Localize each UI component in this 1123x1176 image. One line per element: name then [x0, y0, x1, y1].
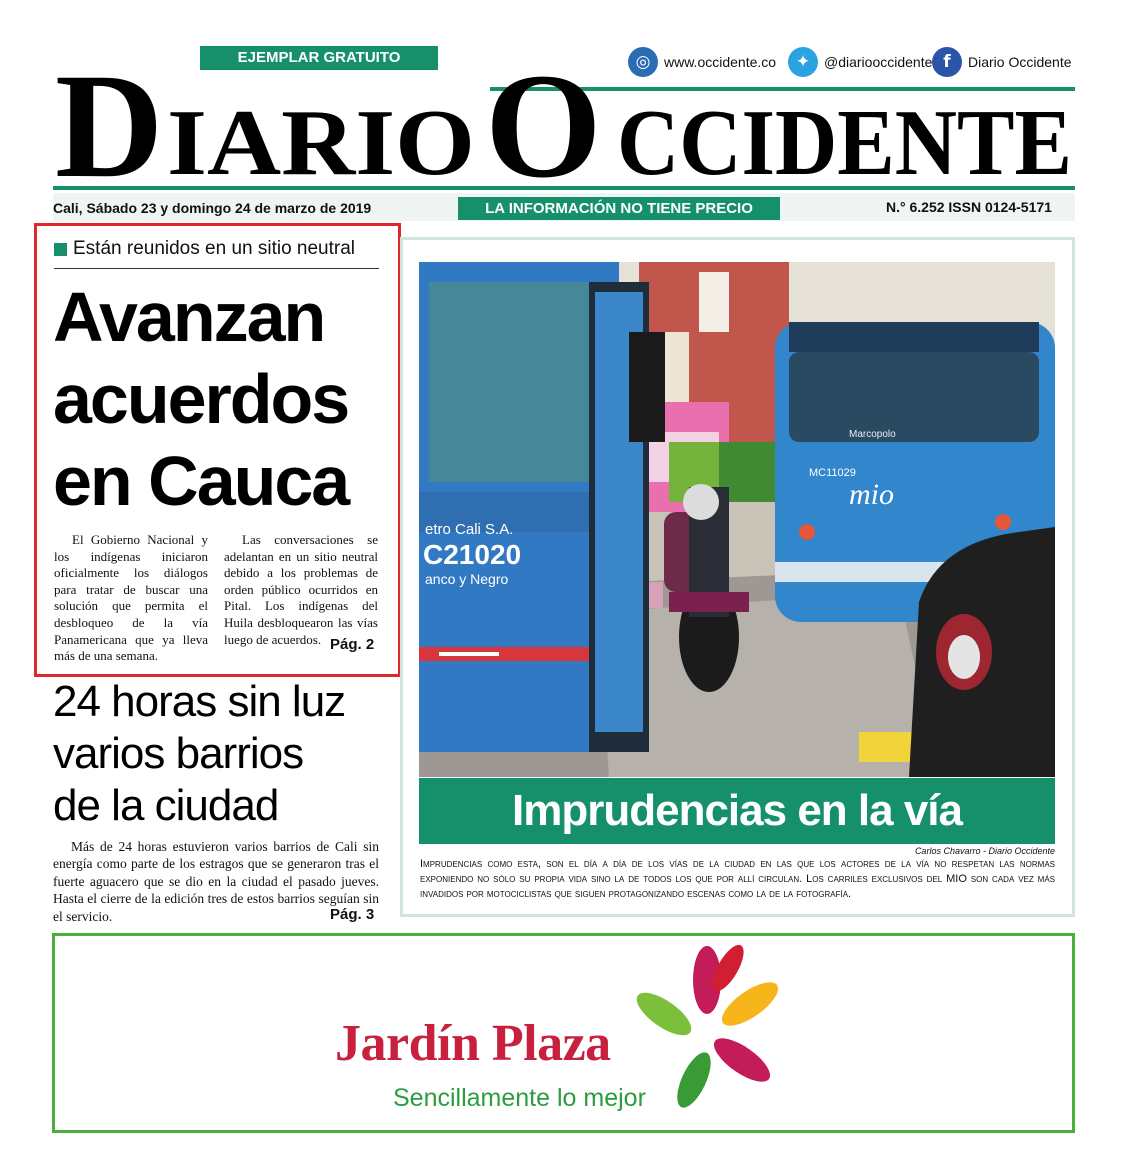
- second-headline[interactable]: [53, 676, 383, 832]
- ad-tagline: Sencillamente lo mejor: [393, 1084, 646, 1112]
- lead-kicker: [54, 238, 355, 260]
- lead-column-2: Las conversaciones se adelantan en un sitio neutral debido a los problemas de orden público ocurridos en Pital. Los indígenas del Huila desbloquearon las vías luego de acuerdos.: [224, 532, 378, 647]
- bus-left-label1: etro Cali S.A.: [425, 521, 514, 538]
- second-headline-line: 24 horas sin luz: [53, 677, 346, 726]
- title-cap-o: O: [485, 50, 602, 186]
- kicker-square-icon: [54, 243, 67, 256]
- bus-left-code: C21020: [423, 539, 522, 570]
- masthead-bottom-rule: [53, 186, 1075, 190]
- flower-logo-icon: [632, 942, 782, 1112]
- lead-headline-line: acuerdos: [53, 360, 349, 438]
- photo-credit: Carlos Chavarro - Diario Occidente: [914, 846, 1055, 856]
- twitter-icon: ✦: [788, 47, 818, 77]
- lead-page-ref[interactable]: Pág. 2: [330, 636, 375, 653]
- slogan: LA INFORMACIÓN NO TIENE PRECIO: [458, 197, 780, 220]
- second-headline-line: de la ciudad: [53, 781, 279, 830]
- bus-right-logo: mio: [849, 478, 894, 511]
- issue-number: N.° 6.252 ISSN 0124-5171: [886, 199, 1052, 215]
- newspaper-title: [55, 50, 1075, 186]
- title-cap-d: D: [55, 50, 164, 186]
- twitter-label: @diariooccidente: [824, 54, 933, 70]
- title-word1: IARIO: [167, 91, 475, 186]
- second-page-ref[interactable]: Pág. 3: [330, 906, 375, 923]
- bus-left-label2: anco y Negro: [425, 571, 509, 587]
- ad-brand-name: Jardín Plaza: [335, 1015, 611, 1072]
- bus-right-brand: Marcopolo: [849, 429, 896, 440]
- photo-caption: Imprudencias como esta, son el día a día de los vías de la ciudad en las que los actores de la vía no respetan las normas exponiendo no sólo su propia vida sino la de todos los que por allí circulan. Los carriles exclusivos del MIO son cada vez más invadidos por motociclistas que siguen protagonizando escenas como la de la fotografía.: [420, 858, 1055, 900]
- second-body: Más de 24 horas estuvieron varios barrios de Cali sin energía como parte de los estragos que se generaron tras el fuerte aguacero que se dio en la ciudad el pasado jueves. Hasta el cierre de la edición tres de estos barrios seguían sin el servicio.: [53, 839, 379, 924]
- facebook-icon: f: [932, 47, 962, 77]
- globe-icon: ◎: [628, 47, 658, 77]
- free-copy-badge: EJEMPLAR GRATUITO: [200, 46, 438, 70]
- title-word2: CCIDENTE: [617, 91, 1072, 186]
- second-headline-line: varios barrios: [53, 729, 304, 778]
- street-photo[interactable]: [419, 262, 1055, 777]
- lead-headline-line: Avanzan: [53, 278, 325, 356]
- lead-kicker-text: Están reunidos en un sitio neutral: [73, 238, 356, 259]
- website-label: www.occidente.co: [664, 54, 777, 70]
- photo-title: Imprudencias en la vía: [419, 778, 1055, 844]
- dateline: Cali, Sábado 23 y domingo 24 de marzo de 2019: [53, 200, 372, 216]
- lead-headline-line: en Cauca: [53, 442, 349, 520]
- lead-headline[interactable]: [53, 276, 393, 522]
- kicker-divider: [54, 268, 379, 269]
- lead-column-1: El Gobierno Nacional y los indígenas iniciaron oficialmente los diálogos para tratar de buscar una solución que permita el desbloqueo de la vía Panamericana que ya lleva más de una semana.: [54, 532, 208, 664]
- facebook-label: Diario Occidente: [968, 54, 1072, 70]
- bus-right-code: MC11029: [809, 467, 856, 479]
